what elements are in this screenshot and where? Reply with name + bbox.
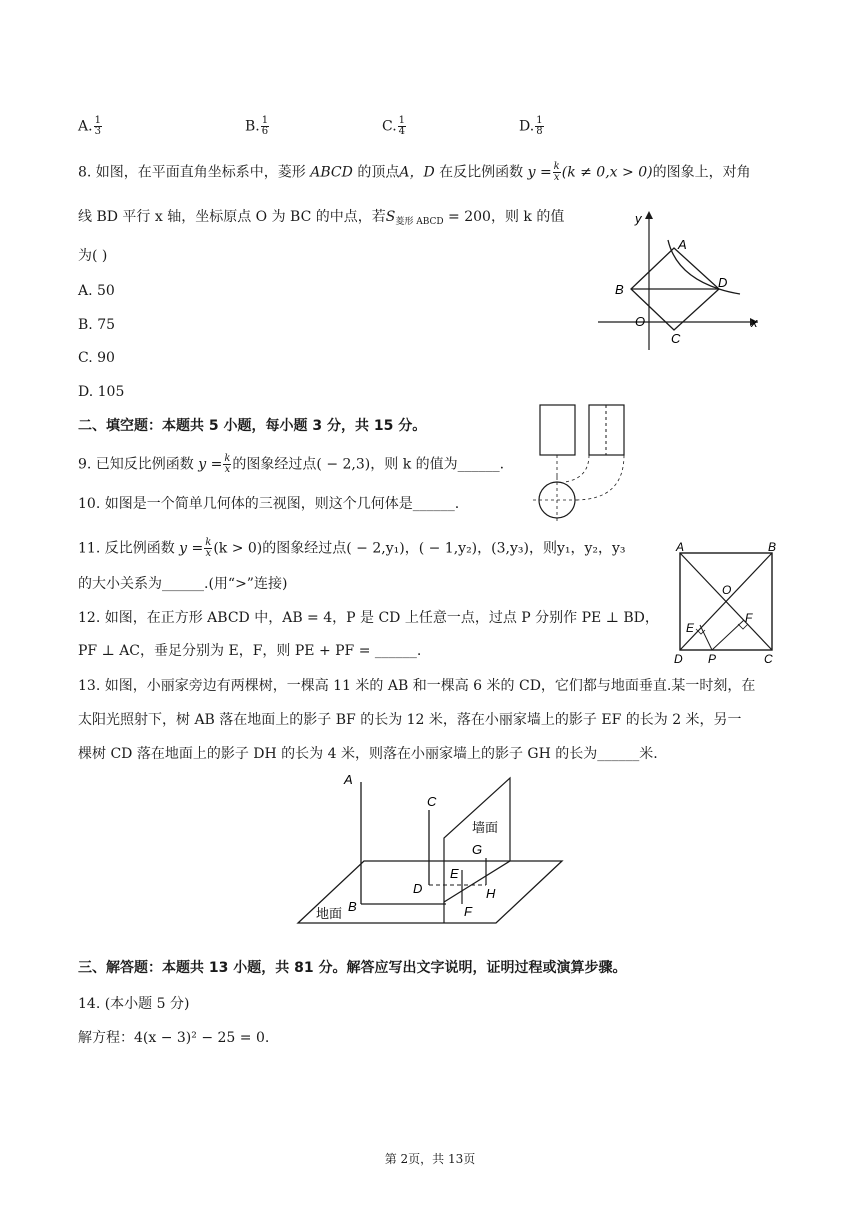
q8-label-y: y [635, 211, 642, 226]
q8-line1: 8. 如图，在平面直角坐标系中，菱形 ABCD 的顶点A，D 在反比例函数 y = $\frac{k}{x}$ (k ≠ 0,x > 0)的图象上，对角 [78, 161, 751, 183]
q12-label-f: F [745, 611, 753, 625]
q13-label-a: A [344, 772, 353, 787]
section3-title: 三、解答题：本题共 13 小题，共 81 分。解答应写出文字说明，证明过程或演算步骤。 [78, 960, 627, 976]
q8-option-a: A. 50 [78, 283, 115, 299]
q8-label-d: D [718, 275, 728, 290]
q7-option-c: C. $\frac{1}{4}$ [382, 115, 406, 137]
q12-label-b: B [768, 540, 777, 554]
q7-option-b: B. $\frac{1}{6}$ [245, 115, 269, 137]
q12-label-o: O [722, 583, 732, 597]
q10-text: 10. 如图是一个简单几何体的三视图，则这个几何体是______. [78, 496, 460, 512]
q13-label-wall: 墙面 [472, 820, 499, 835]
q13-line3: 棵树 CD 落在地面上的影子 DH 的长为 4 米，则落在小丽家墙上的影子 GH 的长为______米. [78, 746, 658, 762]
q12-label-e: E [686, 621, 695, 635]
q12-label-d: D [674, 652, 683, 666]
q13-label-h: H [486, 886, 496, 901]
q11-line2: 的大小关系为______.(用“>”连接) [78, 576, 288, 592]
q13-label-d: D [413, 881, 423, 896]
q13-label-e: E [450, 866, 459, 881]
q12-square-figure [672, 540, 787, 666]
q8-label-b: B [615, 282, 624, 297]
q7-option-d: D. $\frac{1}{8}$ [519, 115, 543, 137]
q8-rhombus-figure [598, 205, 768, 355]
q13-trees-figure [296, 770, 596, 928]
section2-title: 二、填空题：本题共 5 小题，每小题 3 分，共 15 分。 [78, 418, 427, 434]
q9-text: 9. 已知反比例函数 y = $\frac{k}{x}$ 的图象经过点( − 2,3)，则 k 的值为______. [78, 453, 505, 475]
q13-label-c: C [427, 794, 437, 809]
q14-body: 解方程：4(x − 3)² − 25 = 0. [78, 1030, 270, 1046]
q11-line1: 11. 反比例函数 y = $\frac{k}{x}$ (k > 0)的图象经过点( − 2,y₁)，( − 1,y₂)，(3,y₃)，则y₁，y₂，y₃ [78, 537, 626, 559]
q12-line2: PF ⊥ AC，垂足分别为 E，F，则 PE + PF = ______. [78, 643, 422, 659]
q13-label-g: G [472, 842, 483, 857]
q8-label-c: C [671, 331, 681, 346]
q8-label-a: A [678, 237, 687, 252]
q8-option-c: C. 90 [78, 350, 115, 366]
q13-label-f: F [464, 904, 472, 919]
q10-three-views-figure [530, 400, 635, 525]
q13-label-ground: 地面 [316, 906, 343, 921]
q13-line2: 太阳光照射下，树 AB 落在地面上的影子 BF 的长为 12 米，落在小丽家墙上的影子 EF 的长为 2 米，另一 [78, 712, 742, 728]
q8-option-d: D. 105 [78, 384, 125, 400]
q8-label-x: x [751, 315, 758, 330]
q13-label-b: B [348, 899, 357, 914]
q12-label-c: C [764, 652, 773, 666]
page-footer: 第 2页，共 13页 [384, 1152, 476, 1166]
q8-option-b: B. 75 [78, 317, 116, 333]
q8-label-o: O [635, 314, 646, 329]
q8-line2: 线 BD 平行 x 轴，坐标原点 O 为 BC 的中点，若$S_{菱形 ABCD} = 200$，则 k 的值 [78, 209, 565, 227]
q12-line1: 12. 如图，在正方形 ABCD 中，AB = 4，P 是 CD 上任意一点，过点 P 分别作 PE ⊥ BD， [78, 610, 659, 626]
q12-label-a: A [676, 540, 685, 554]
q8-line3: 为( ) [78, 248, 108, 264]
q14-head: 14. (本小题 5 分) [78, 996, 190, 1012]
q7-option-a: A. $\frac{1}{3}$ [78, 115, 101, 137]
q13-line1: 13. 如图，小丽家旁边有两棵树，一棵高 11 米的 AB 和一棵高 6 米的 CD，它们都与地面垂直.某一时刻，在 [78, 678, 756, 694]
q12-label-p: P [708, 652, 717, 666]
